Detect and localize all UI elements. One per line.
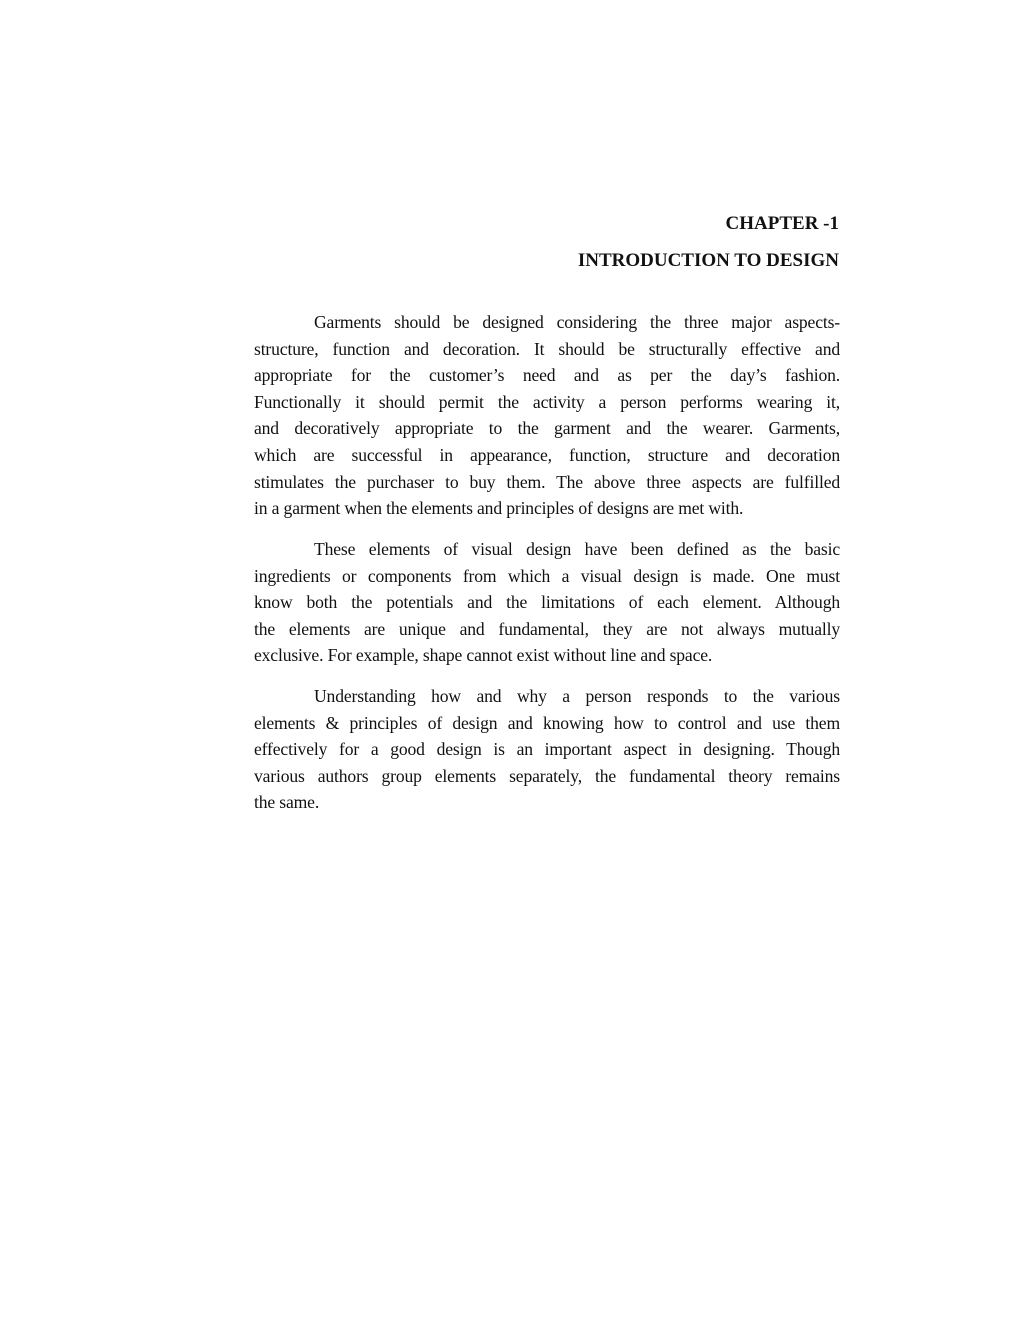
text-line: elements & principles of design and knowing how to control and use them [254, 712, 840, 733]
text-line: effectively for a good design is an important aspect in designing. Though [254, 739, 840, 760]
text-line: Understanding how and why a person responds to the various [314, 686, 840, 706]
text-line: the same. [254, 792, 320, 813]
text-line: which are successful in appearance, function, structure and decoration [254, 444, 840, 465]
text-line: These elements of visual design have been defined as the basic [314, 539, 840, 559]
text-line: Functionally it should permit the activity a person performs wearing it, [254, 391, 840, 412]
text-line: various authors group elements separately, the fundamental theory remains [254, 765, 840, 786]
text-line: and decoratively appropriate to the garment and the wearer. Garments, [254, 418, 840, 439]
text-line: know both the potentials and the limitations of each element. Although [254, 592, 840, 613]
paragraph-1 [254, 309, 840, 522]
chapter-number: CHAPTER -1 [725, 213, 839, 234]
text-line: in a garment when the elements and principles of designs are met with. [254, 498, 744, 519]
text-line: Garments should be designed considering the three major aspects- [314, 312, 840, 332]
text-line: structure, function and decoration. It should be structurally effective and [254, 338, 840, 359]
text-line: exclusive. For example, shape cannot exist without line and space. [254, 645, 713, 666]
text-line: ingredients or components from which a visual design is made. One must [254, 565, 840, 586]
paragraph-2 [254, 536, 840, 669]
text-line: the elements are unique and fundamental, they are not always mutually [254, 618, 840, 639]
paragraph-3 [254, 683, 840, 816]
text-line: stimulates the purchaser to buy them. The above three aspects are fulfilled [254, 471, 840, 492]
text-line: appropriate for the customer’s need and as per the day’s fashion. [254, 365, 840, 386]
chapter-title: INTRODUCTION TO DESIGN [577, 250, 839, 271]
